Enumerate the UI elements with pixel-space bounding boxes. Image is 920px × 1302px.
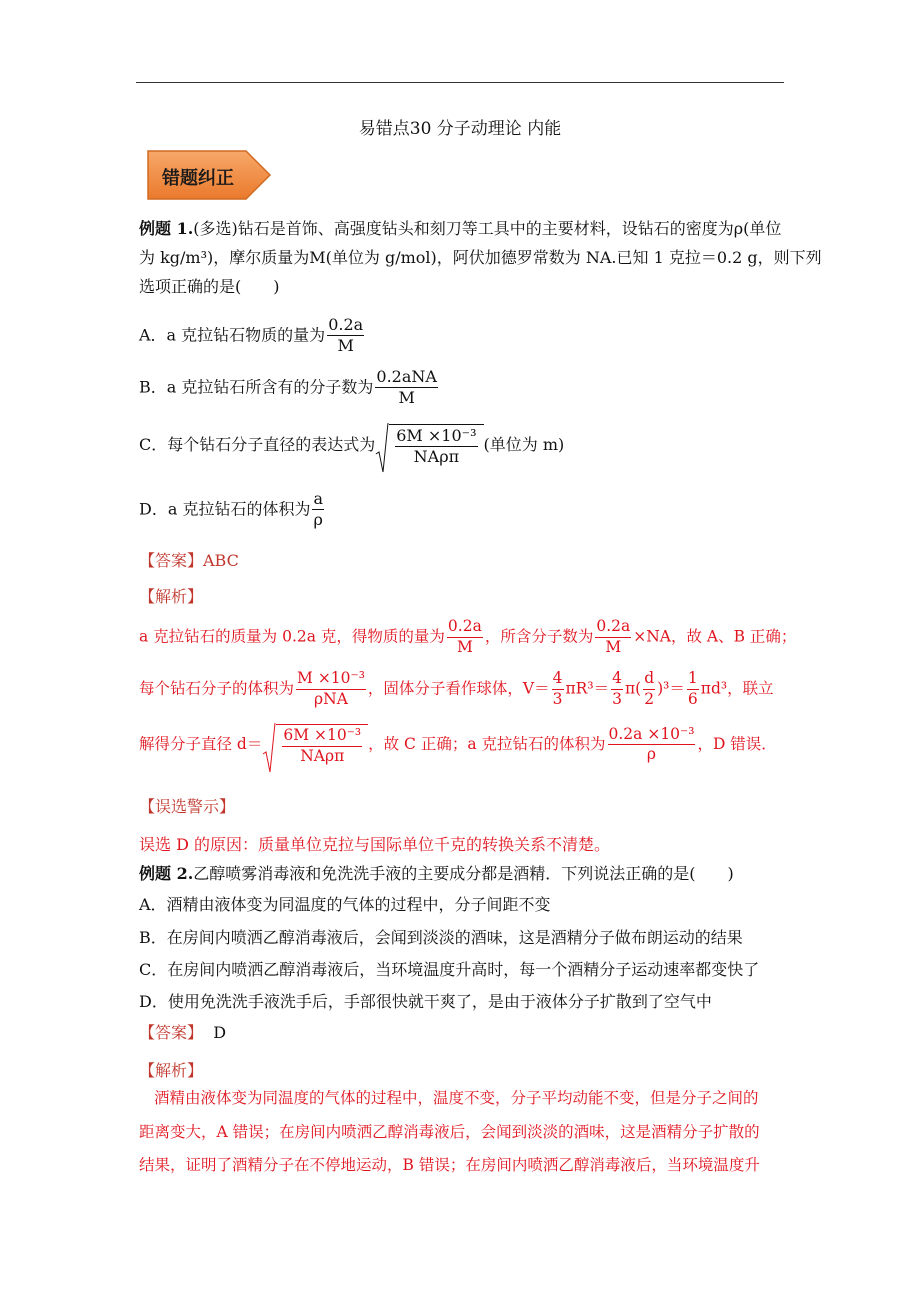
- ex2-label: 例题 2.: [139, 864, 194, 883]
- frac-num: 6M ×10⁻³: [282, 727, 362, 747]
- sol-text: 解得分子直径 d＝: [139, 734, 263, 753]
- ex1-stem-2: 为 kg/m³)，摩尔质量为M(单位为 g/mol)，阿伏加德罗常数为 NA.已知 1 克拉＝0.2 g，则下列: [139, 248, 822, 267]
- sol-text: a 克拉钻石的质量为 0.2a 克，得物质的量为: [139, 627, 445, 646]
- ex2-option-b: B．在房间内喷洒乙醇消毒液后，会闻到淡淡的酒味，这是酒精分子做布朗运动的结果: [139, 928, 743, 947]
- ex2-stem-text: 乙醇喷雾消毒液和免洗洗手液的主要成分都是酒精．下列说法正确的是( ): [193, 864, 734, 883]
- frac-den: M: [456, 637, 473, 656]
- frac-4-3: [552, 670, 564, 709]
- frac-num: 0.2aNA: [375, 368, 438, 388]
- frac-den: ρNA: [314, 689, 348, 708]
- frac-num: 0.2a: [447, 618, 483, 638]
- ex1-line1: [139, 216, 781, 239]
- frac-num: 0.2a ×10⁻³: [608, 726, 696, 746]
- frac-d-2: [643, 670, 655, 709]
- ex1-answer: 【答案】ABC: [139, 551, 239, 570]
- option-d-text: D．a 克拉钻石的体积为: [139, 499, 311, 519]
- ex1-warning-label: 【误选警示】: [139, 797, 236, 816]
- ex1-warning-text: 误选 D 的原因：质量单位克拉与国际单位千克的转换关系不清楚。: [139, 835, 611, 854]
- sol-text: 每个钻石分子的体积为: [139, 679, 295, 698]
- frac-den: 3: [552, 689, 563, 708]
- frac-num: 1: [687, 670, 699, 690]
- page-title: 易错点30 分子动理论 内能: [358, 119, 562, 139]
- ex2-answer-value: D: [213, 1023, 227, 1042]
- frac-den: NAρπ: [300, 746, 345, 765]
- ex1-option-b: [139, 368, 440, 408]
- ex1-analysis-label: 【解析】: [139, 587, 204, 606]
- sol-fraction: [595, 618, 631, 657]
- sqrt-fraction: [395, 427, 477, 467]
- option-c-sqrt: [375, 424, 483, 467]
- ex2-solution-2: 距离变大，A 错误；在房间内喷洒乙醇消毒液后，会闻到淡淡的酒味，这是酒精分子扩散的: [139, 1123, 760, 1141]
- frac-den: M: [398, 388, 415, 408]
- frac-4-3: [611, 670, 623, 709]
- section-banner: [146, 148, 272, 202]
- sol-fraction: [447, 618, 483, 657]
- frac-num: 0.2a: [327, 316, 364, 336]
- option-c-unit: (单位为 m): [483, 434, 565, 454]
- sol-fraction: [608, 726, 696, 765]
- ex2-option-a: A．酒精由液体变为同温度的气体的过程中，分子间距不变: [139, 895, 551, 914]
- ex1-option-d: [139, 490, 326, 530]
- ex1-option-a: [139, 316, 366, 356]
- option-b-text: B．a 克拉钻石所含有的分子数为: [139, 377, 374, 397]
- frac-num: 4: [611, 670, 623, 690]
- option-d-fraction: [312, 490, 324, 530]
- ex2-answer-label: 【答案】: [139, 1023, 204, 1042]
- frac-num: a: [312, 490, 324, 510]
- frac-num: d: [643, 670, 655, 690]
- radical-sign: [262, 722, 276, 774]
- frac-den: 2: [644, 689, 655, 708]
- ex2-answer: [139, 1020, 226, 1043]
- frac-num: 0.2a: [595, 618, 631, 638]
- ex2-option-c: C．在房间内喷洒乙醇消毒液后，当环境温度升高时，每一个酒精分子运动速率都变快了: [139, 960, 760, 979]
- banner-label: 错题纠正: [162, 168, 234, 189]
- ex2-solution-1: 酒精由液体变为同温度的气体的过程中，温度不变，分子平均动能不变，但是分子之间的: [154, 1089, 759, 1107]
- frac-num: 6M ×10⁻³: [395, 427, 477, 447]
- sol-text: π(: [624, 679, 642, 698]
- ex1-solution-2: [139, 670, 774, 709]
- sol-text: ，D 错误．: [697, 734, 777, 753]
- ex2-option-d: D．使用免洗洗手液洗手后，手部很快就干爽了，是由于液体分子扩散到了空气中: [139, 992, 712, 1011]
- ex2-solution-3: 结果，证明了酒精分子在不停地运动，B 错误；在房间内喷洒乙醇消毒液后，当环境温度升: [139, 1156, 760, 1174]
- frac-1-6: [687, 670, 699, 709]
- frac-den: 6: [687, 689, 698, 708]
- sol-text: ，故 C 正确；a 克拉钻石的体积为: [368, 734, 606, 753]
- sol-text: ×NA，故 A、B 正确；: [633, 627, 797, 646]
- ex1-option-c: [139, 424, 564, 467]
- frac-den: ρ: [646, 745, 657, 764]
- header-rule: [136, 82, 784, 83]
- sol-text: ，固体分子看作球体，V＝: [367, 679, 550, 698]
- frac-den: M: [605, 637, 622, 656]
- sol-sqrt: [262, 724, 368, 766]
- ex1-label: 例题 1.: [139, 219, 194, 238]
- frac-num: M ×10⁻³: [296, 670, 366, 690]
- ex1-stem-1: (多选)钻石是首饰、高强度钻头和刻刀等工具中的主要材料，设钻石的密度为ρ(单位: [193, 219, 782, 238]
- sol-text: πR³＝: [565, 679, 610, 698]
- frac-den: ρ: [313, 510, 323, 530]
- sqrt-fraction: [282, 727, 362, 766]
- ex2-analysis-label: 【解析】: [139, 1061, 204, 1080]
- sol-text: ，所含分子数为: [484, 627, 594, 646]
- sol-text: πd³，联立: [700, 679, 774, 698]
- option-c-text: C．每个钻石分子直径的表达式为: [139, 434, 376, 454]
- frac-num: 4: [552, 670, 564, 690]
- frac-den: 3: [612, 689, 622, 708]
- ex1-solution-3: [139, 724, 777, 766]
- ex2-stem: [139, 861, 734, 884]
- sol-text: )³＝: [657, 679, 685, 698]
- frac-den: NAρπ: [413, 447, 460, 467]
- ex1-stem-3: 选项正确的是( ): [139, 277, 280, 296]
- option-b-fraction: [375, 368, 438, 408]
- ex1-solution-1: [139, 618, 796, 657]
- frac-den: M: [337, 336, 354, 356]
- option-a-text: A．a 克拉钻石物质的量为: [139, 325, 326, 345]
- sol-fraction: [296, 670, 366, 709]
- radical-sign: [375, 422, 389, 474]
- option-a-fraction: [327, 316, 364, 356]
